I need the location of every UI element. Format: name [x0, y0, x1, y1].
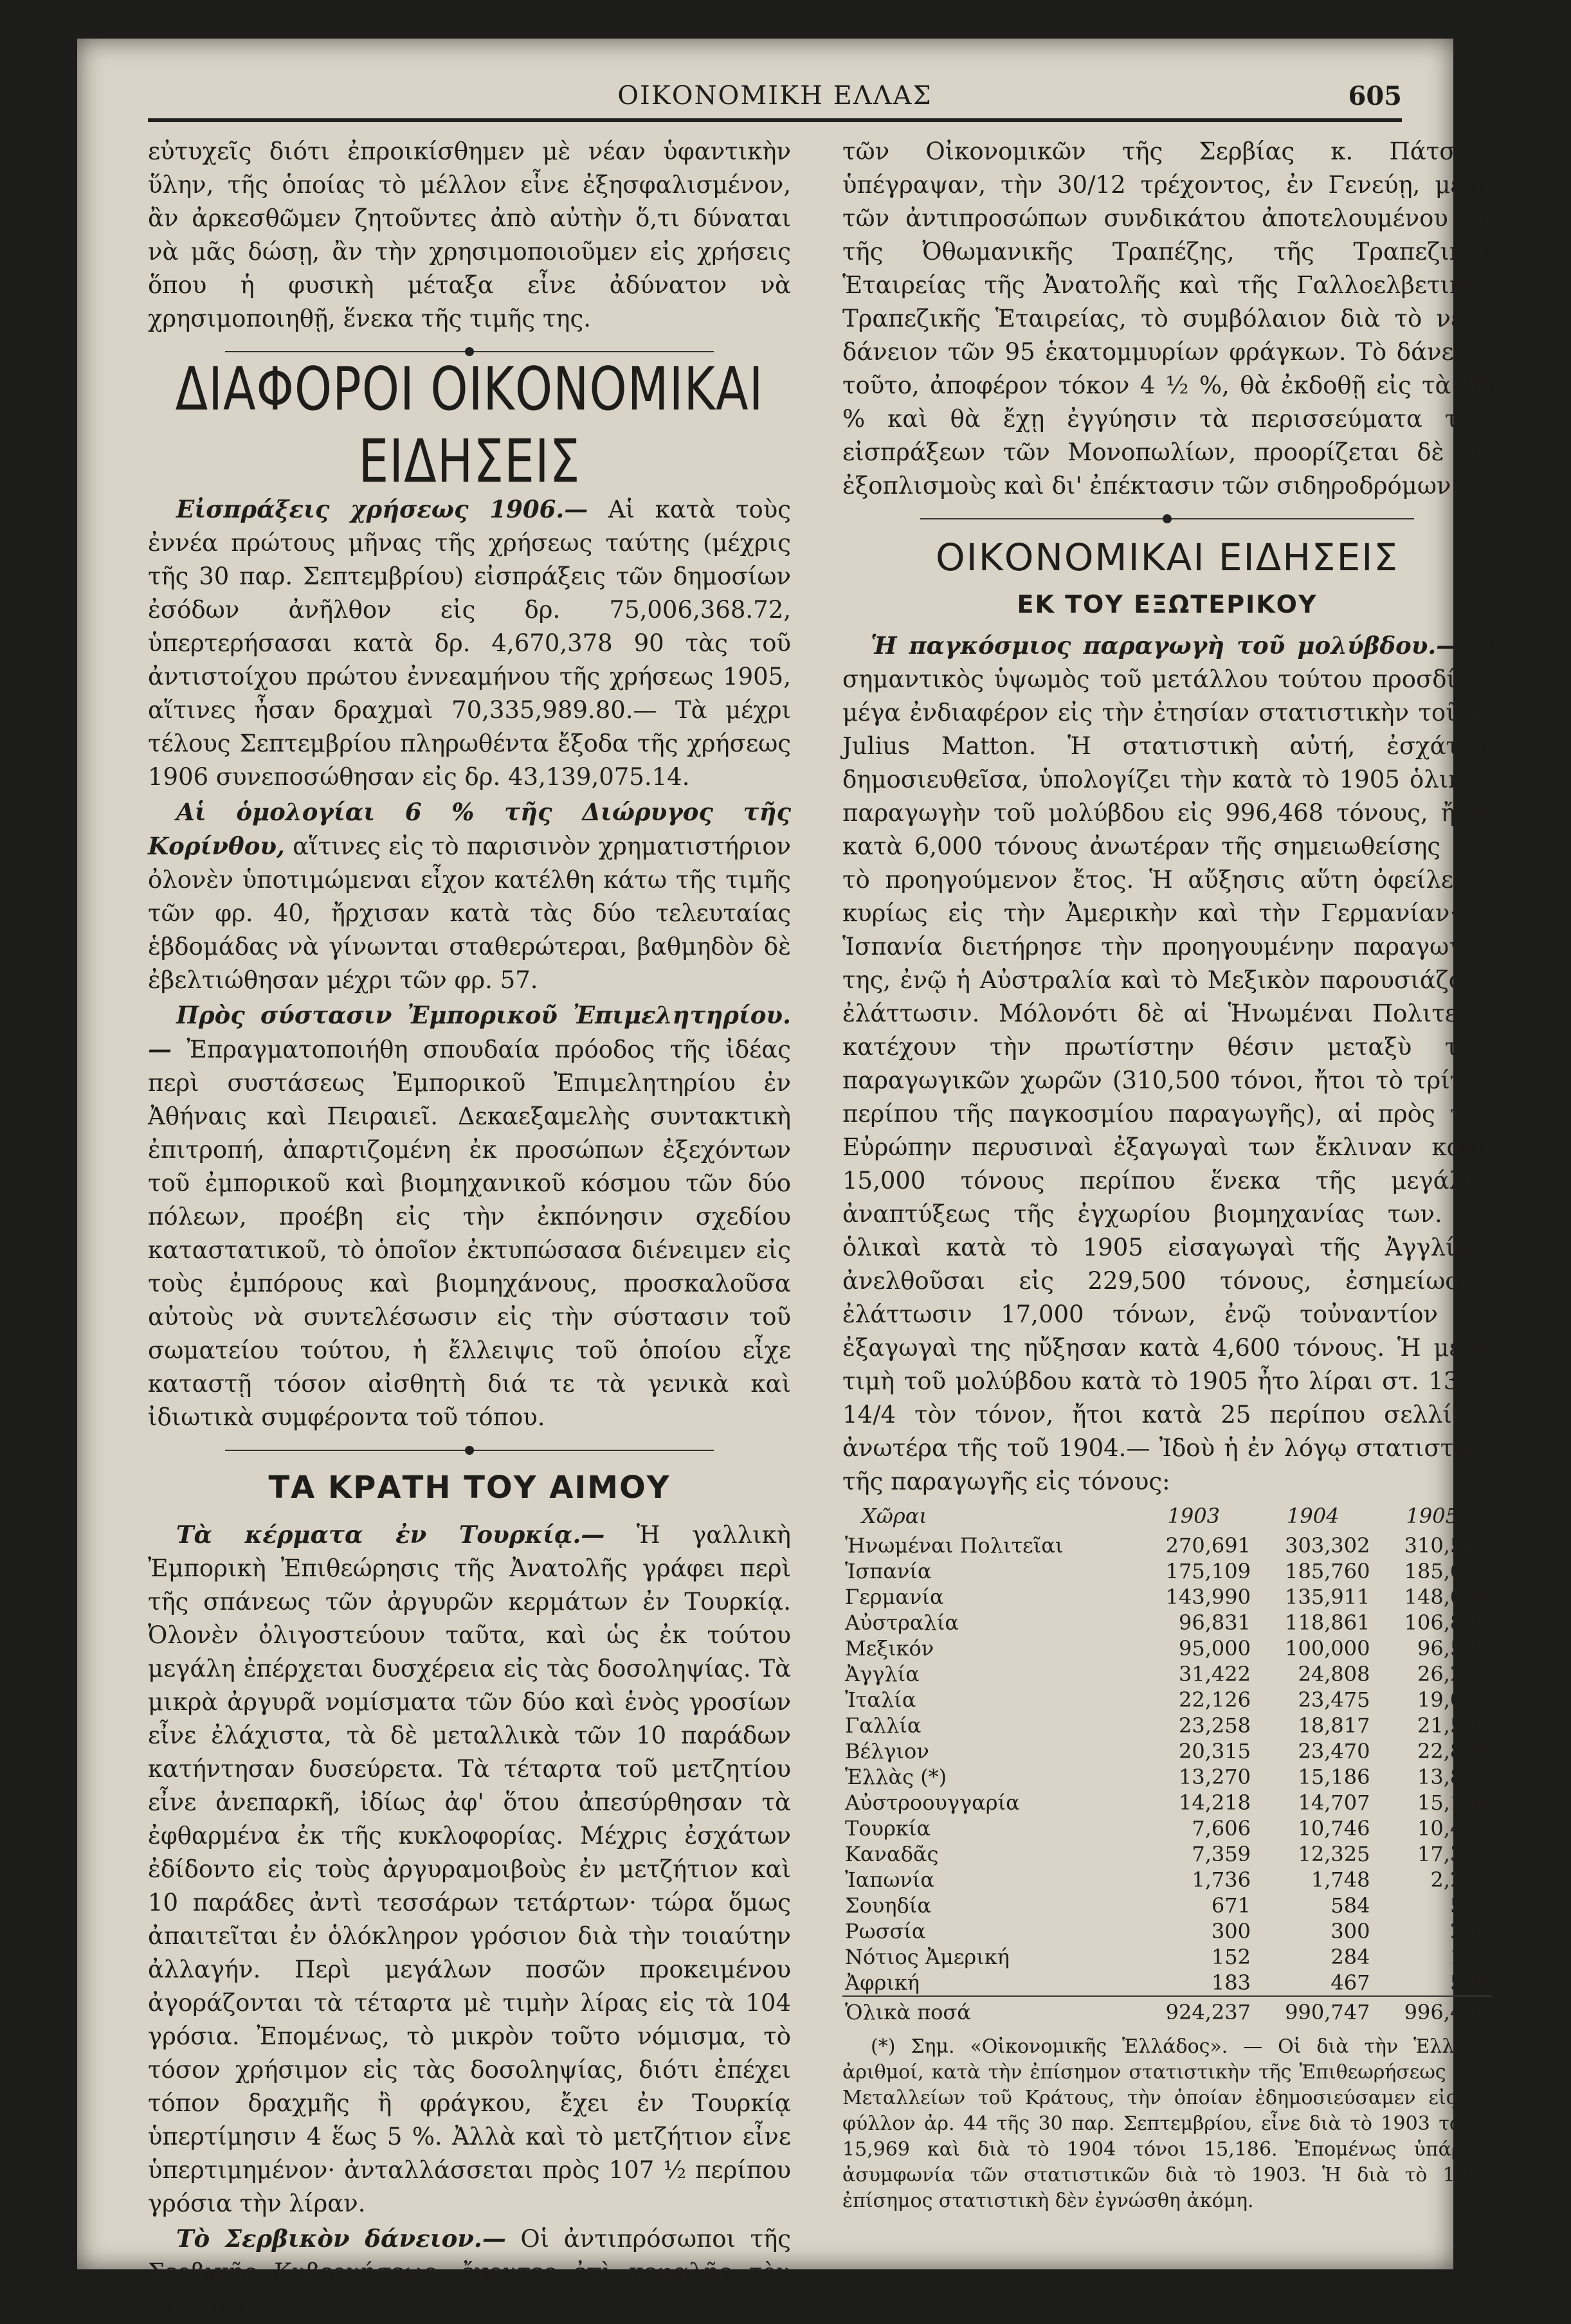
- section-title-news: ΔΙΑΦΟΡΟΙ ΟΙΚΟΝΟΜΙΚΑΙ ΕΙΔΗΣΕΙΣ: [175, 355, 764, 496]
- separator-dot-icon: [1163, 514, 1172, 523]
- country-cell: Καναδᾶς: [845, 1842, 939, 1866]
- value-cell: 23,475: [1298, 1688, 1370, 1712]
- lead-production-table: [842, 1502, 1492, 2025]
- value-cell: 95,000: [1178, 1636, 1251, 1661]
- text-corinth: αἵτινες εἰς τὸ παρισινὸν χρηματιστήριον ὀλονὲν ὑποτιμώμεναι εἶχον κατέλθη κάτω τῆς τιμῆς τῶν φρ. 40, ἤρχισαν κατὰ τὰς δύο τελευταίας ἑβδομάδας νὰ γίνωνται σταθερώτεραι, βαθμηδὸν δὲ ἐβελτιώθησαν μέχρι τῶν φρ. 57.: [148, 833, 791, 994]
- section-subtitle-foreign: ΕΚ ΤΟΥ ΕΞΩΤΕΡΙΚΟΥ: [1017, 590, 1318, 618]
- table-row: [842, 1944, 1492, 1970]
- section-title-balkans: ΤΑ ΚΡΑΤΗ ΤΟΥ ΑΙΜΟΥ: [268, 1470, 671, 1506]
- text-lead-production: Ὁ σημαντικὸς ὑψωμὸς τοῦ μετάλλου τούτου προσδίδει μέγα ἐνδιαφέρον εἰς τὴν ἐτησίαν στατιστικὴν τοῦ κ. Julius Matton. Ἡ στατιστικὴ αὐτή, ἐσχάτως δημοσιευθεῖσα, ὑπολογίζει τὴν κατὰ τὸ 1905 ὁλικὴν παραγωγὴν τοῦ μολύβδου εἰς 996,468 τόνους, ἤτοι κατὰ 6,000 τόνους ἀνωτέραν τῆς σημειωθείσης διὰ τὸ προηγούμενον ἔτος. Ἡ αὔξησις αὕτη ὀφείλεται κυρίως εἰς τὴν Ἀμερικὴν καὶ τὴν Γερμανίαν· ἡ Ἱσπανία διετήρησε τὴν προηγουμένην παραγωγήν της, ἐνῷ ἡ Αὐστραλία καὶ τὸ Μεξικὸν παρουσιάζουν ἐλάττωσιν. Μόλονότι δὲ αἱ Ἡνωμέναι Πολιτεῖαι κατέχουν τὴν πρωτίστην θέσιν μεταξὺ τῶν παραγωγικῶν χωρῶν (310,500 τόνοι, ἤτοι τὸ τρίτον περίπου τῆς παγκοσμίου παραγωγῆς), αἱ πρὸς τὴν Εὐρώπην περυσιναὶ ἐξαγωγαὶ των ἔκλιναν κατὰ 15,000 τόνους περίπου ἕνεκα τῆς μεγάλης ἀναπτύξεως τῆς ἐγχωρίου βιομηχανίας των. Αἱ ὁλικαὶ κατὰ τὸ 1905 εἰσαγωγαὶ τῆς Ἀγγλίας, ἀνελθοῦσαι εἰς 229,500 τόνους, ἐσημείωσαν ἐλάττωσιν 17,000 τόνων, ἐνῷ τοὐναντίον αἱ ἐξαγωγαὶ της ηὔξησαν κατὰ 4,600 τόνους. Ἡ μέση τιμὴ τοῦ μολύβδου κατὰ τὸ 1905 ἦτο λίραι στ. 13 σ. 14/4 τὸν τόνον, ἤτοι κατὰ 25 περίπου σελλίνια ἀνωτέρα τῆς τοῦ 1904.— Ἰδοὺ ἡ ἐν λόγῳ στατιστικὴ τῆς παραγωγῆς εἰς τόνους:: [842, 632, 1492, 1495]
- value-cell: 31,422: [1178, 1662, 1251, 1686]
- text-serbian-loan: Οἱ ἀντιπρόσωποι τῆς Σερβικῆς Κυβερνήσεως, ἔχοντες ἐπὶ κεφαλῆς τὸν ὑπουργὸν: [148, 2225, 792, 2319]
- country-cell: Αὐστροουγγαρία: [845, 1790, 1020, 1815]
- country-cell: Ἑλλὰς (*): [845, 1765, 947, 1789]
- text-chamber: Ἐπραγματοποιήθη σπουδαία πρόοδος τῆς ἰδέας περὶ συστάσεως Ἐμπορικοῦ Ἐπιμελητηρίου ἐν Ἀθήναις καὶ Πειραιεῖ. Δεκαεξαμελὴς συντακτικὴ ἐπιτροπή, ἀπαρτιζομένη ἐκ προσώπων ἐξεχόντων τοῦ ἐμπορικοῦ καὶ βιομηχανικοῦ κόσμου τῶν δύο πόλεων, προέβη εἰς τὴν ἐκπόνησιν σχεδίου καταστατικοῦ, τὸ ὁποῖον ἐκτυπώσασα διένειμεν εἰς τοὺς ἐμπόρους καὶ βιομηχάνους, προσκαλοῦσα αὐτοὺς νὰ συντελέσωσιν εἰς τὴν σύστασιν τοῦ σωματείου τούτου, ἡ ἔλλειψις τοῦ ὁποίου εἶχε καταστῇ τόσον αἰσθητὴ διά τε τὰ γενικὰ καὶ ἰδιωτικὰ συμφέροντα τοῦ τόπου.: [148, 1036, 791, 1431]
- value-cell: 19,077: [1417, 1688, 1489, 1712]
- value-cell: 22,126: [1178, 1688, 1251, 1712]
- separator: [148, 1441, 791, 1460]
- table-row: [842, 1764, 1492, 1790]
- column-header-1903: 1903: [1167, 1504, 1220, 1528]
- header-rule: [148, 118, 1402, 122]
- country-cell: Ἀφρική: [845, 1970, 920, 1995]
- lead-serbian-loan: Τὸ Σερβικὸν δάνειον.—: [176, 2224, 506, 2253]
- value-cell: 26,233: [1417, 1662, 1489, 1686]
- total-cell: 990,747: [1253, 1996, 1373, 2025]
- paragraph-serbian-loan: [148, 2222, 791, 2323]
- paragraph-revenue: [148, 492, 791, 794]
- table-row: [842, 1635, 1492, 1661]
- table-row: [842, 1738, 1492, 1764]
- total-label: Ὁλικὰ ποσά: [842, 1996, 1134, 2025]
- text-coins: Ἡ γαλλικὴ Ἐμπορικὴ Ἐπιθεώρησις τῆς Ἀνατολῆς γράφει περὶ τῆς σπάνεως τῶν ἀργυρῶν κερμάτων ἐν Τουρκίᾳ. Ὀλονὲν ὀλιγοστεύουν ταῦτα, καὶ ὡς ἐκ τούτου μεγάλη ἐπέρχεται δυσχέρεια εἰς τὰς δοσοληψίας. Τὰ μικρὰ ἀργυρᾶ νομίσματα τῶν δύο καὶ ἑνὸς γροσίων εἶνε ἐλάχιστα, τὰ δὲ μεταλλικὰ τῶν 10 παράδων κατήντησαν δυσεύρετα. Τὰ τέταρτα τοῦ μετζητίου εἶνε ἀνεπαρκῆ, ἰδίως ἀφ' ὅτου ἀπεσύρθησαν τὰ ἐφθαρμένα ἐκ τῆς κυκλοφορίας. Μέχρις ἐσχάτων ἐδίδοντο εἰς τοὺς ἀργυραμοιβοὺς ἐν μετζήτιον καὶ 10 παράδες ἀντὶ τεσσάρων τετάρτων· τώρα ὅμως ἀπαιτεῖται ἐν ὁλόκληρον γρόσιον διὰ τὴν τοιαύτην ἀλλαγήν. Περὶ μεγάλων ποσῶν προκειμένου ἀγοράζονται τὰ τέταρτα μὲ τιμὴν λίρας εἰς τὰ 104 γρόσια. Ἐπομένως, τὸ μικρὸν τοῦτο νόμισμα, τὸ τόσον χρήσιμον εἰς τὰς δοσοληψίας, διότι ἐπέχει τόπον δραχμῆς ἢ φράγκου, ἔχει ἐν Τουρκίᾳ ὑπερτίμησιν 4 ἕως 5 %. Ἀλλὰ καὶ τὸ μετζήτιον εἶνε ὑπερτιμημένον· ἀνταλλάσσεται πρὸς 107 ½ περίπου γρόσια τὴν λίραν.: [148, 1521, 791, 2217]
- value-cell: 671: [1211, 1893, 1251, 1918]
- value-cell: 20,315: [1178, 1739, 1251, 1763]
- country-cell: Τουρκία: [845, 1816, 931, 1841]
- value-cell: 185,760: [1285, 1559, 1370, 1583]
- country-cell: Γαλλία: [845, 1713, 922, 1738]
- table-row: [842, 1867, 1492, 1893]
- table-row: [842, 1558, 1492, 1584]
- value-cell: 7,359: [1192, 1842, 1251, 1866]
- value-cell: 1,748: [1311, 1868, 1370, 1892]
- separator-dot-icon: [465, 1446, 474, 1455]
- value-cell: 15,186: [1298, 1765, 1370, 1789]
- value-cell: 12,325: [1298, 1842, 1370, 1866]
- value-cell: 574: [1449, 1893, 1489, 1918]
- country-cell: Ἡνωμέναι Πολιτεῖαι: [845, 1533, 1064, 1558]
- table-header-row: [842, 1502, 1492, 1533]
- lead-chamber: Πρὸς σύστασιν Ἐμπορικοῦ Ἐπιμελητηρίου.—: [148, 1001, 791, 1063]
- value-cell: 10,452: [1417, 1816, 1489, 1841]
- total-cell: 924,237: [1134, 1996, 1253, 2025]
- value-cell: 300: [1330, 1919, 1370, 1943]
- value-cell: 284: [1330, 1945, 1370, 1969]
- paragraph-intro: εὐτυχεῖς διότι ἐπροικίσθημεν μὲ νέαν ὑφαντικὴν ὕλην, τῆς ὁποίας τὸ μέλλον εἶνε ἐξησφαλισμένον, ἂν ἀρκεσθῶμεν ζητοῦντες ἀπὸ αὐτὴν ὅ,τι δύναται νὰ μᾶς δώσῃ, ἂν τὴν χρησιμοποιοῦμεν εἰς χρήσεις ὅπου ἡ φυσικὴ μέταξα εἶνε ἀδύνατον νὰ χρησιμοποιηθῇ, ἕνεκα τῆς τιμῆς της.: [148, 138, 791, 332]
- table-row: [842, 1661, 1492, 1687]
- country-cell: Ρωσσία: [845, 1919, 926, 1943]
- value-cell: 14,218: [1178, 1790, 1251, 1815]
- value-cell: 152: [1211, 1945, 1251, 1969]
- paragraph-chamber: [148, 998, 791, 1434]
- value-cell: 96,500: [1417, 1636, 1489, 1661]
- value-cell: 250: [1449, 1919, 1489, 1943]
- value-cell: 1,736: [1192, 1868, 1251, 1892]
- country-cell: Ἱσπανία: [845, 1559, 932, 1583]
- value-cell: 2,233: [1430, 1868, 1489, 1892]
- table-row: [842, 1533, 1492, 1558]
- value-cell: 106,886: [1404, 1610, 1489, 1635]
- value-cell: 7,606: [1192, 1816, 1251, 1841]
- lead-revenue: Εἰσπράξεις χρήσεως 1906.—: [176, 495, 588, 523]
- paragraph-serbian-loan-cont: τῶν Οἰκονομικῶν τῆς Σερβίας κ. Πάτσου, ὑπέγραψαν, τὴν 30/12 τρέχοντος, ἐν Γενεύῃ, μετὰ τῶν ἀντιπροσώπων συνδικάτου ἀποτελουμένου ἐκ τῆς Ὀθωμανικῆς Τραπέζης, τῆς Τραπεζικῆς Ἑταιρείας τῆς Ἀνατολῆς καὶ τῆς Γαλλοελβετικῆς Τραπεζικῆς Ἑταιρείας, τὸ συμβόλαιον διὰ τὸ νέον δάνειον τῶν 95 ἑκατομμυρίων φράγκων. Τὸ δάνειον τοῦτο, ἀποφέρον τόκον 4 ½ %, θὰ ἐκδοθῇ εἰς τὰ 90 % καὶ θὰ ἔχῃ ἐγγύησιν τὰ περισσεύματα τῶν εἰσπράξεων τῶν Μονοπωλίων, προορίζεται δὲ δι' ἐξοπλισμοὺς καὶ δι' ἐπέκτασιν τῶν σιδηροδρόμων.: [842, 138, 1492, 500]
- value-cell: 17,382: [1417, 1842, 1489, 1866]
- value-cell: 96,831: [1178, 1610, 1251, 1635]
- value-cell: 135,911: [1285, 1585, 1370, 1609]
- value-cell: 13,822: [1417, 1765, 1489, 1789]
- paragraph-coins: [148, 1518, 791, 2220]
- column-header-country: Χῶραι: [862, 1504, 927, 1528]
- page-header: [148, 69, 1402, 121]
- country-cell: Ἰαπωνία: [845, 1868, 935, 1892]
- value-cell: 13,270: [1178, 1765, 1251, 1789]
- value-cell: 18,817: [1298, 1713, 1370, 1738]
- separator: [842, 509, 1492, 528]
- value-cell: 303,302: [1285, 1533, 1370, 1558]
- value-cell: 21,500: [1417, 1713, 1489, 1738]
- footnote: (*) Σημ. «Οἰκονομικῆς Ἑλλάδος». — Οἱ διὰ τὴν Ἑλλάδα ἀριθμοί, κατὰ τὴν ἐπίσημον στατιστικὴν τῆς Ἐπιθεωρήσεως τῶν Μεταλλείων τοῦ Κράτους, τὴν ὁποίαν ἐδημοσιεύσαμεν εἰς τὸ φύλλον ἀρ. 44 τῆς 30 παρ. Σεπτεμβρίου, εἶνε διὰ τὸ 1903 τόνοι 15,969 καὶ διὰ τὸ 1904 τόνοι 15,186. Ἐπομένως ὑπάρχει ἀσυμφωνία τῶν στατιστικῶν διὰ τὸ 1903. Ἡ διὰ τὸ 1905 ἐπίσημος στατιστικὴ δὲν ἐγνώσθη ἀκόμη.: [842, 2035, 1492, 2212]
- value-cell: 23,258: [1178, 1713, 1251, 1738]
- country-cell: Ἀγγλία: [845, 1662, 920, 1686]
- value-cell: 183: [1211, 1970, 1251, 1995]
- table-row: [842, 1687, 1492, 1713]
- country-cell: Βέλγιον: [845, 1739, 929, 1763]
- table-row: [842, 1918, 1492, 1944]
- value-cell: 143,990: [1165, 1585, 1251, 1609]
- table-total-row: [842, 1996, 1492, 2025]
- value-cell: 589: [1449, 1970, 1489, 1995]
- table-row: [842, 1841, 1492, 1867]
- value-cell: 185,693: [1404, 1559, 1489, 1583]
- running-title: ΟΙΚΟΝΟΜΙΚΗ ΕΛΛΑΣ: [617, 81, 932, 111]
- value-cell: 100,000: [1285, 1636, 1370, 1661]
- country-cell: Μεξικόν: [845, 1636, 934, 1661]
- value-cell: 584: [1330, 1893, 1370, 1918]
- paragraph-lead-production: [842, 629, 1492, 1499]
- table-row: [842, 1713, 1492, 1738]
- value-cell: 175,109: [1165, 1559, 1251, 1583]
- value-cell: 10,746: [1298, 1816, 1370, 1841]
- value-cell: 270,691: [1165, 1533, 1251, 1558]
- value-cell: 467: [1330, 1970, 1370, 1995]
- total-cell: 996,468: [1372, 1996, 1492, 2025]
- value-cell: 15,186: [1417, 1790, 1489, 1815]
- value-cell: 142: [1449, 1945, 1489, 1969]
- table-body: [842, 1533, 1492, 2025]
- left-column: [148, 135, 791, 2324]
- table-row: [842, 1790, 1492, 1815]
- value-cell: 118,861: [1285, 1610, 1370, 1635]
- lead-corinth: Αἱ ὁμολογίαι 6 % τῆς Διώρυγος τῆς Κορίνθου,: [148, 798, 791, 860]
- country-cell: Αὐστραλία: [845, 1610, 959, 1635]
- section-title-foreign-news: ΟΙΚΟΝΟΜΙΚΑΙ ΕΙΔΗΣΕΙΣ: [936, 536, 1399, 579]
- value-cell: 300: [1211, 1919, 1251, 1943]
- value-cell: 14,707: [1298, 1790, 1370, 1815]
- value-cell: 24,808: [1298, 1662, 1370, 1686]
- value-cell: 22,885: [1417, 1739, 1489, 1763]
- country-cell: Σουηδία: [845, 1893, 931, 1918]
- value-cell: 23,470: [1298, 1739, 1370, 1763]
- right-column: [842, 135, 1492, 2214]
- table-row: [842, 1584, 1492, 1610]
- value-cell: 310,548: [1404, 1533, 1489, 1558]
- text-revenue: Αἱ κατὰ τοὺς ἐννέα πρώτους μῆνας τῆς χρήσεως ταύτης (μέχρις τῆς 30 παρ. Σεπτεμβρίου) εἰσπράξεις τῶν δημοσίων ἐσόδων ἀνῆλθον εἰς δρ. 75,006,368.72, ὑπερτερήσασαι κατὰ δρ. 4,670,378 90 τὰς τοῦ ἀντιστοίχου πρώτου ἐννεαμήνου τῆς χρήσεως 1905, αἵτινες ἦσαν δραχμαὶ 70,335,989.80.— Τὰ μέχρι τέλους Σεπτεμβρίου πληρωθέντα ἔξοδα τῆς χρήσεως 1906 συνεποσώθησαν εἰς δρ. 43,139,075.14.: [148, 496, 791, 791]
- column-header-1905: 1905: [1406, 1504, 1458, 1528]
- paragraph-corinth: [148, 795, 791, 997]
- table-row: [842, 1970, 1492, 1996]
- page: [77, 39, 1492, 2319]
- table-row: [842, 1893, 1492, 1918]
- table-row: [842, 1815, 1492, 1841]
- value-cell: 148,634: [1404, 1585, 1489, 1609]
- lead-lead-production: Ἡ παγκόσμιος παραγωγὴ τοῦ μολύβδου.—: [871, 631, 1460, 660]
- column-header-1904: 1904: [1286, 1504, 1339, 1528]
- country-cell: Γερμανία: [845, 1585, 944, 1609]
- lead-coins: Τὰ κέρματα ἐν Τουρκίᾳ.—: [176, 1520, 605, 1549]
- page-number: 605: [1348, 81, 1402, 111]
- table-row: [842, 1610, 1492, 1635]
- country-cell: Νότιος Ἀμερική: [845, 1945, 1010, 1969]
- country-cell: Ἰταλία: [845, 1688, 916, 1712]
